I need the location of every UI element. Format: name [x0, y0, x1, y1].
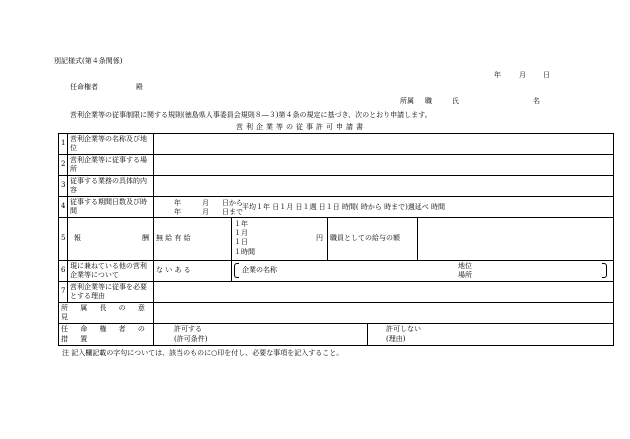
form-reference: 別記様式(第４条関係)	[54, 57, 123, 65]
row-period	[59, 197, 614, 218]
application-form-table	[58, 133, 614, 346]
row-number: 7	[59, 282, 68, 303]
remuneration-label-b: 酬	[142, 234, 149, 243]
per-hour: １時間	[234, 247, 255, 256]
remuneration-label-a: 報	[74, 234, 81, 243]
applicant-affiliation: 所属	[400, 97, 414, 105]
remuneration-amount-field[interactable]	[232, 218, 328, 261]
from-year: 年	[174, 198, 181, 207]
row-number: 2	[59, 155, 68, 176]
company-name-label: 企業の名称	[242, 265, 277, 274]
bracket-open-icon	[234, 263, 239, 278]
row-label	[68, 218, 154, 261]
row-authority-action	[59, 324, 614, 346]
row-label: 現に兼ねている他の営利企業等について	[68, 261, 154, 282]
form-title: 営利企業等の従事許可申請書	[236, 123, 366, 131]
per-month: １月	[234, 228, 248, 237]
period-field[interactable]	[154, 197, 614, 218]
row-number: 1	[59, 134, 68, 155]
row-work-content	[59, 176, 614, 197]
from-month: 月	[202, 198, 209, 207]
permit-label: 許可する	[174, 325, 202, 334]
row-work-place	[59, 155, 614, 176]
to-year: 年	[174, 207, 181, 216]
row-number: 5	[59, 218, 68, 261]
recipient-honorific: 殿	[136, 83, 143, 91]
staff-pay-label: 職員としての給与の額	[328, 218, 418, 261]
row-remuneration	[59, 218, 614, 261]
bracket-close-icon	[602, 263, 607, 278]
row-label: 営利企業等に従事を必要とする理由	[68, 282, 154, 303]
to-day: 日まで	[222, 207, 243, 216]
permit-condition-label: (許可条件)	[174, 334, 208, 343]
yen-unit: 円	[316, 233, 323, 242]
chief-opinion-label: 所 属 長 の 意 見	[59, 303, 154, 324]
recipient-label: 任命権者	[70, 83, 98, 91]
paid-options: 無 給 有 給	[156, 234, 191, 243]
work-place-field[interactable]	[154, 155, 614, 176]
exists-options: な い あ る	[156, 266, 191, 275]
other-company-option[interactable]	[154, 261, 232, 282]
applicant-post: 職	[425, 97, 432, 105]
other-company-field[interactable]	[232, 261, 614, 282]
deny-reason-label: (理由)	[386, 334, 406, 343]
applicant-name: 氏	[452, 97, 459, 105]
date-year: 年	[494, 71, 501, 79]
row-label: 営利企業等の名称及び地位	[68, 134, 154, 155]
from-day: 日から	[222, 198, 243, 207]
chief-opinion-field[interactable]	[154, 303, 614, 324]
intro-text: 営利企業等の従事制限に関する規則(徳島県人事委員会規則８―３)第４条の規定に基づき、次のとおり申請します。	[70, 111, 432, 119]
footnote: 注 記入欄記載の字句については、該当のものに○印を付し、必要な事項を記入すること。	[62, 349, 344, 357]
row-label: 営利企業等に従事する場所	[68, 155, 154, 176]
permit-field[interactable]	[154, 324, 368, 346]
per-year: １年	[234, 219, 248, 228]
deny-label: 許可しない	[386, 325, 421, 334]
paid-unpaid-option[interactable]	[154, 218, 232, 261]
deny-field[interactable]	[368, 324, 614, 346]
to-month: 月	[202, 207, 209, 216]
row-other-company	[59, 261, 614, 282]
row-number: 6	[59, 261, 68, 282]
authority-action-label: 任 命 権 者 の 措 置	[59, 324, 154, 346]
staff-pay-field[interactable]	[418, 218, 614, 261]
per-day: １日	[234, 237, 248, 246]
date-month: 月	[519, 71, 526, 79]
company-name-field[interactable]	[154, 134, 614, 155]
period-detail: 平均１年 日１月 日１週 日１日 時間( 時から 時まで)週延べ 時間	[242, 202, 446, 211]
row-number: 3	[59, 176, 68, 197]
row-chief-opinion	[59, 303, 614, 324]
row-number: 4	[59, 197, 68, 218]
reason-field[interactable]	[154, 282, 614, 303]
row-label: 従事する業務の具体的内容	[68, 176, 154, 197]
position-label: 地位	[458, 261, 472, 270]
date-day: 日	[543, 71, 550, 79]
row-label: 従事する期間日数及び時間	[68, 197, 154, 218]
applicant-name-2: 名	[533, 97, 540, 105]
work-content-field[interactable]	[154, 176, 614, 197]
place-label: 場所	[458, 270, 472, 279]
row-reason	[59, 282, 614, 303]
row-company-name	[59, 134, 614, 155]
